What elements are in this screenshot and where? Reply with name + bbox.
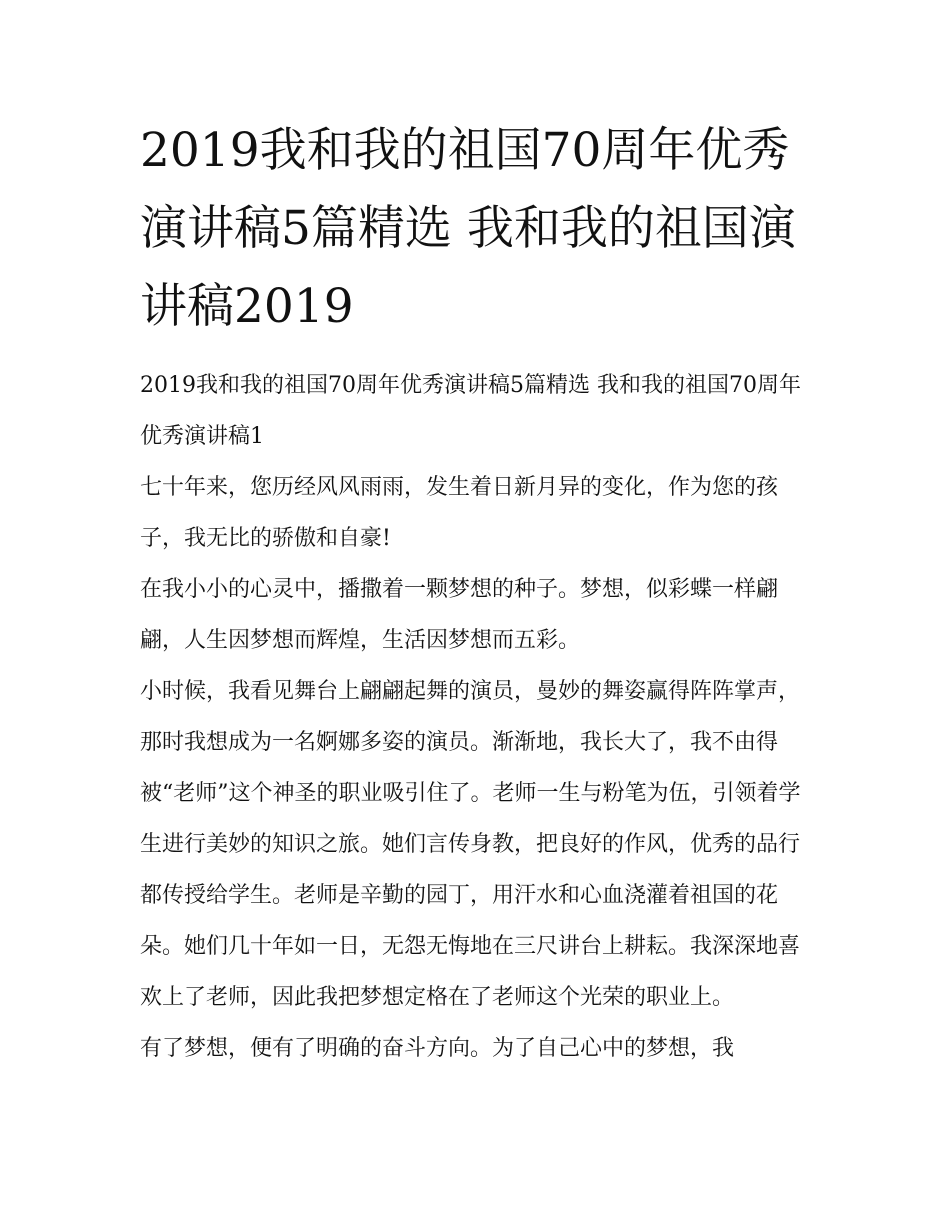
document-page	[140, 112, 820, 1074]
paragraph-1: 七十年来，您历经风风雨雨，发生着日新月异的变化，作为您的孩子，我无比的骄傲和自豪!	[140, 475, 779, 551]
paragraph-4: 有了梦想，便有了明确的奋斗方向。为了自己心中的梦想，我	[140, 1036, 735, 1061]
paragraph-3: 小时候，我看见舞台上翩翩起舞的演员，曼妙的舞姿赢得阵阵掌声，那时我想成为一名婀娜多姿的演员。渐渐地，我长大了，我不由得被“老师”这个神圣的职业吸引住了。老师一生与粉笔为伍，引领着学生进行美妙的知识之旅。她们言传身教，把良好的作风，优秀的品行都传授给学生。老师是辛勤的园丁，用汗水和心血浇灌着祖国的花朵。她们几十年如一日，无怨无悔地在三尺讲台上耕耘。我深深地喜欢上了老师，因此我把梦想定格在了老师这个光荣的职业上。	[140, 679, 801, 1010]
paragraph-2: 在我小小的心灵中，播撒着一颗梦想的种子。梦想，似彩蝶一样翩翩，人生因梦想而辉煌，生活因梦想而五彩。	[140, 577, 779, 653]
document-subtitle: 2019我和我的祖国70周年优秀演讲稿5篇精选 我和我的祖国70周年优秀演讲稿1	[140, 373, 801, 449]
document-title: 2019我和我的祖国70周年优秀演讲稿5篇精选 我和我的祖国演讲稿2019	[140, 123, 796, 334]
